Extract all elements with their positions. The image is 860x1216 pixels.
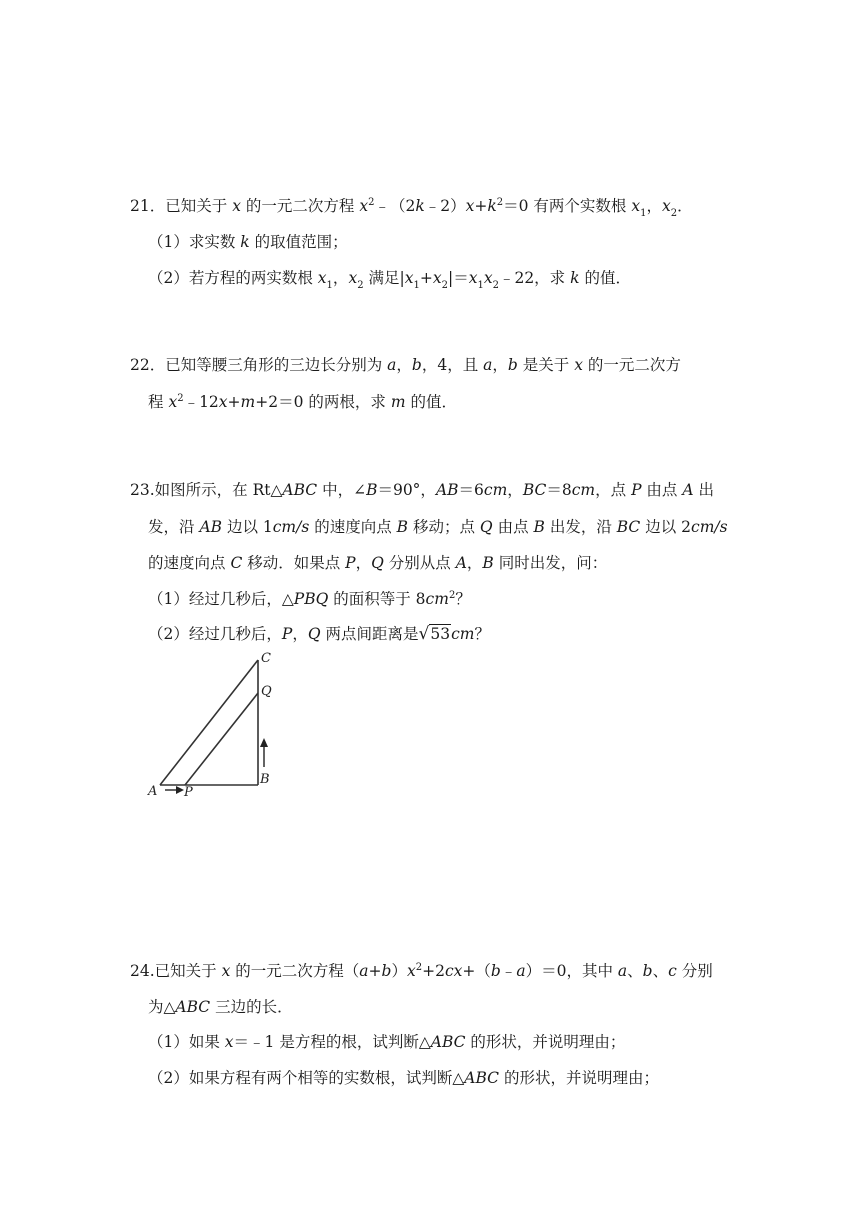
q23-part1: （1）经过几秒后，△PBQ 的面积等于 $8cm^2$？	[148, 590, 471, 608]
sqrt-53: √53	[418, 624, 451, 644]
label-p: P	[184, 785, 193, 800]
side-ac	[160, 660, 258, 785]
q22-stem-line1: 22．已知等腰三角形的三边长分别为 a，b，4，且 a，b 是关于 x 的一元二次方	[130, 356, 681, 374]
q23-part2: （2）经过几秒后，P，Q 两点间距离是√53cm？	[148, 624, 490, 644]
triangle-figure	[140, 645, 300, 800]
q24-part1: （1）如果 x＝﹣1 是方程的根，试判断△ABC 的形状，并说明理由；	[148, 1033, 626, 1051]
q21-part2: （2）若方程的两实数根 $x_1$，$x_2$ 满足$|x_1+x_2|=x_1x_2﹣22$，求 k 的值．	[148, 269, 631, 291]
q21-stem: 21．已知关于 x 的一元二次方程 $x^2﹣(2k﹣2)x+k^2=0$ 有两个实数根 $x_1$，$x_2$．	[130, 197, 693, 219]
q24-part2: （2）如果方程有两个相等的实数根，试判断△ABC 的形状，并说明理由；	[148, 1069, 659, 1087]
arrow-right-head	[176, 786, 184, 794]
q23-stem-line2: 发，沿 AB 边以 1cm/s 的速度向点 B 移动；点 Q 由点 B 出发，沿 BC 边以 2cm/s	[148, 518, 728, 536]
q24-stem-line2: 为△ABC 三边的长．	[148, 998, 293, 1016]
q23-stem-line3: 的速度向点 C 移动．如果点 P，Q 分别从点 A，B 同时出发，问：	[148, 554, 608, 572]
q23-stem-line1: 23.如图所示，在 Rt△ABC 中，∠B＝90°，AB＝6cm，BC＝8cm，点 P 由点 A 出	[130, 481, 714, 499]
label-c: C	[261, 651, 271, 666]
q22-stem-line2: 程 $x^2﹣12x+m+2=0$ 的两根，求 m 的值．	[148, 393, 457, 411]
label-q: Q	[261, 684, 272, 699]
label-b: B	[260, 772, 270, 787]
q24-stem-line1: 24.已知关于 x 的一元二次方程$(a+b)x^2+2cx+(b﹣a)=0$，其中 a、b、c 分别	[130, 962, 713, 980]
q21-part1: （1）求实数 k 的取值范围；	[148, 233, 348, 251]
label-a: A	[148, 784, 158, 799]
arrow-up-head	[260, 738, 268, 747]
